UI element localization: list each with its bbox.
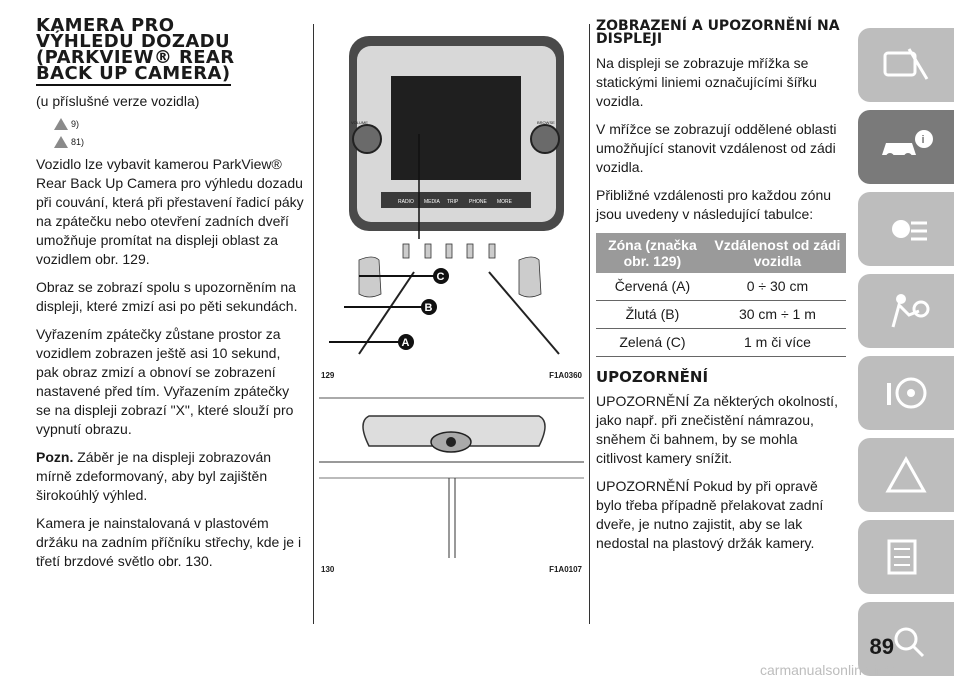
paragraph: Na displeji se zobrazuje mřížka se statickými liniemi označujícími šířku vozidla. — [596, 55, 817, 109]
tab-dashboard[interactable] — [858, 28, 954, 102]
footnote-ref-1[interactable] — [54, 115, 306, 133]
steering-wheel-icon — [881, 373, 931, 413]
column-middle — [319, 24, 584, 574]
note-paragraph — [36, 448, 306, 505]
figure-code: F1A0107 — [549, 565, 582, 574]
title-line-1: KAMERA PRO — [36, 15, 175, 36]
radio-camera-illustration — [319, 24, 584, 364]
watermark: carmanualsonline.info — [760, 662, 897, 678]
paragraph: Přibližné vzdálenosti pro každou zónu jsou uvedeny v následující tabulce: — [596, 187, 832, 222]
tab-maintenance[interactable] — [858, 520, 954, 594]
column-divider — [589, 24, 590, 624]
note-label: Pozn. — [36, 449, 74, 465]
paragraph: Vyřazením zpátečky zůstane prostor za vozidlem zobrazen ještě asi 10 sekund, pak obraz zmizí a obnoví se zobrazení nastavené před tím. Vyřazením zpátečky se na displeji zobrazí "X", které slouží pro vypnutí obrazu. — [36, 326, 294, 437]
warning-paragraph: UPOZORNĚNÍ Za některých okolností, jako např. při znečistění námrazou, sněhem či bahnem, by se mohla citlivost kamery snížit. — [596, 393, 838, 466]
title-line-4: BACK UP CAMERA) — [36, 63, 231, 84]
table-cell: Zelená (C) — [596, 329, 709, 357]
figure-caption — [319, 565, 584, 574]
distance-table — [596, 233, 846, 357]
tab-vehicle-info[interactable] — [858, 110, 954, 184]
table-cell: 30 cm ÷ 1 m — [709, 301, 846, 329]
table-cell: 1 m či více — [709, 329, 846, 357]
figure-130 — [319, 388, 584, 574]
column-divider — [313, 24, 314, 624]
table-cell: Žlutá (B) — [596, 301, 709, 329]
title-line-3: (PARKVIEW® REAR — [36, 47, 235, 68]
figure-number: 129 — [321, 371, 335, 380]
figure-number: 130 — [321, 565, 335, 574]
figure-129 — [319, 24, 584, 380]
section-title — [36, 15, 306, 86]
section-heading: ZOBRAZENÍ A UPOZORNĚNÍ NA DISPLEJI — [596, 18, 840, 47]
figure-code: F1A0360 — [549, 371, 582, 380]
figure-caption — [319, 371, 584, 380]
marker-c: C — [436, 271, 445, 283]
marker-a: A — [401, 337, 410, 349]
tab-driving[interactable] — [858, 356, 954, 430]
browse-label: BROWSE — [537, 120, 555, 125]
airbag-person-icon — [881, 291, 931, 331]
tab-lights[interactable] — [858, 192, 954, 266]
footnote-number: 81) — [71, 137, 85, 147]
column-left — [36, 15, 306, 580]
paragraph: Vozidlo lze vybavit kamerou ParkView® Rear Back Up Camera pro výhledu dozadu při couvání, která při přestavení řadicí páky na zpátečku nebo otevření zadních dveří umožňuje promítat na displeji oblast za vozidlem obr. 129. — [36, 156, 304, 267]
footnote-ref-2[interactable] — [54, 133, 306, 151]
radio-label: TRIP — [447, 199, 459, 205]
chapter-tabs — [858, 28, 954, 684]
radio-label: PHONE — [469, 199, 487, 205]
radio-label: MORE — [497, 199, 512, 205]
warning-lights-icon — [881, 209, 931, 249]
volume-label: VOLUME — [351, 120, 368, 125]
warning-paragraph: UPOZORNĚNÍ Pokud by při opravě bylo třeba případně přelakovat zadní dveře, je nutno zajistit, aby se lak nedostal na plastový držák kamery. — [596, 478, 824, 551]
tab-emergency[interactable] — [858, 438, 954, 512]
paragraph: Obraz se zobrazí spolu s upozorněním na displeji, které zmizí asi po pěti sekundách. — [36, 279, 298, 314]
dashboard-tools-icon — [881, 45, 931, 85]
emergency-triangle-icon — [881, 455, 931, 495]
camera-mount-illustration — [319, 388, 584, 558]
note-text: Záběr je na displeji zobrazován mírně zdeformovaný, aby byl zajištěn širokoúhlý výhled. — [36, 449, 272, 503]
car-info-icon — [876, 127, 936, 167]
table-header: Vzdálenost od zádi vozidla — [709, 233, 846, 273]
warning-triangle-icon — [54, 136, 68, 148]
service-checklist-icon — [881, 537, 931, 577]
table-cell: Červená (A) — [596, 273, 709, 301]
table-header: Zóna (značka obr. 129) — [596, 233, 709, 273]
svg-text:i: i — [921, 134, 925, 146]
marker-b: B — [424, 302, 433, 314]
table-row — [596, 329, 846, 357]
subtitle: (u příslušné verze vozidla) — [36, 93, 200, 109]
tab-safety[interactable] — [858, 274, 954, 348]
table-row — [596, 273, 846, 301]
title-line-2: VÝHLEDU DOZADU — [36, 31, 231, 52]
warning-heading: UPOZORNĚNÍ — [596, 368, 709, 386]
paragraph: Kamera je nainstalovaná v plastovém držáku na zadním příčníku střechy, kde je i třetí brzdové světlo obr. 130. — [36, 515, 302, 569]
column-right — [596, 18, 846, 562]
table-row — [596, 301, 846, 329]
radio-label: RADIO — [398, 199, 414, 205]
radio-label: MEDIA — [424, 199, 440, 205]
paragraph: V mřížce se zobrazují oddělené oblasti umožňující stanovit vzdálenost od zádi vozidla. — [596, 121, 837, 175]
table-cell: 0 ÷ 30 cm — [709, 273, 846, 301]
page-number: 89 — [869, 634, 894, 659]
warning-triangle-icon — [54, 118, 68, 130]
footnote-number: 9) — [71, 119, 80, 129]
